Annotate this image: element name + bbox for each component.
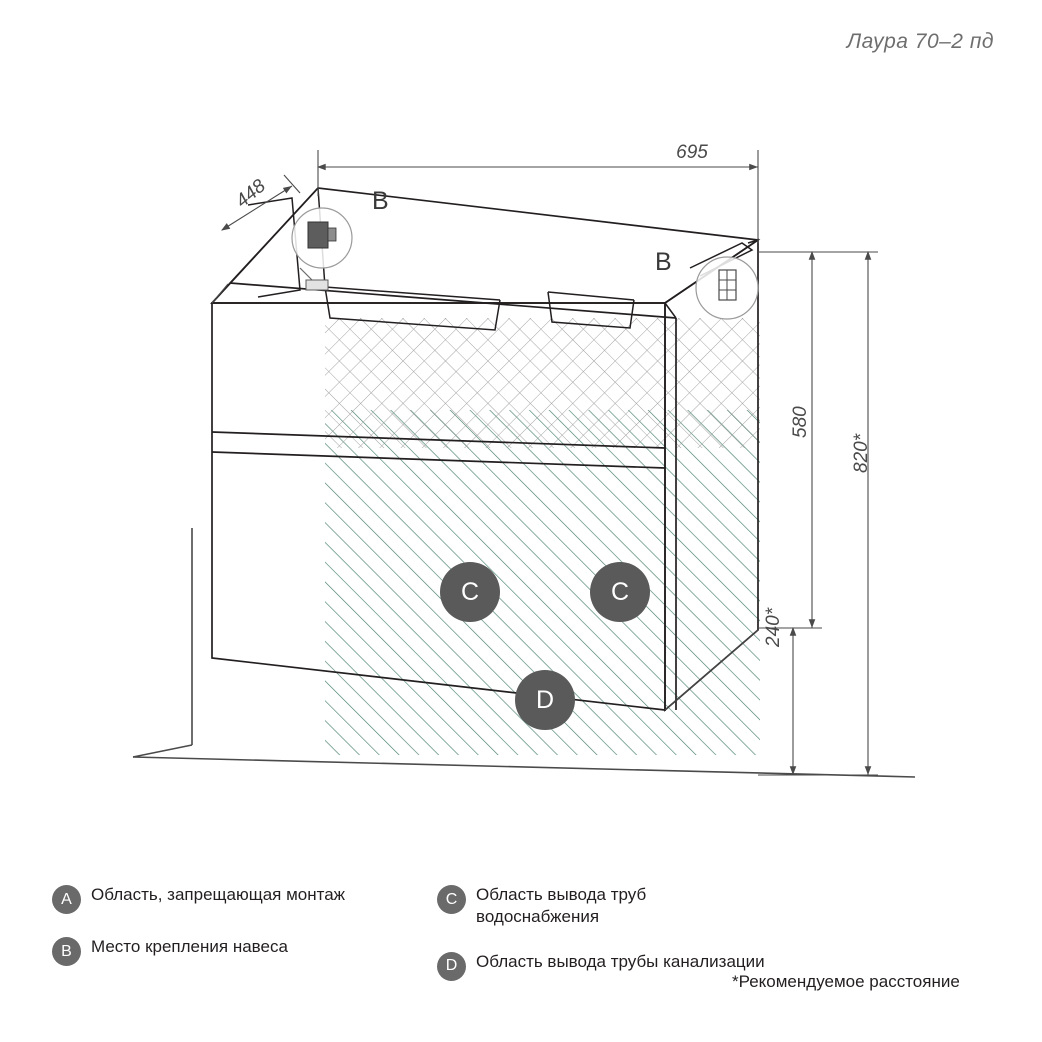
legend-text-d: Область вывода трубы канализации xyxy=(476,951,765,971)
callout-label-hanger-right: B xyxy=(655,248,672,276)
dimension-depth: 448 xyxy=(232,175,270,213)
dimension-floor-clearance: 240* xyxy=(763,607,784,647)
legend-item-b xyxy=(52,936,412,966)
dimension-width: 695 xyxy=(676,142,708,163)
legend-item-a xyxy=(52,884,412,914)
legend-badge-b: B xyxy=(52,937,81,966)
legend-text-b: Место крепления навеса xyxy=(91,937,288,956)
legend-text-c: Область вывода труб водоснабжения xyxy=(476,885,647,927)
legend-badge-c: C xyxy=(437,885,466,914)
legend-badge-d: D xyxy=(437,952,466,981)
callout-hanger-right xyxy=(696,257,758,319)
badge-water-right: C xyxy=(590,562,650,622)
badge-drain: D xyxy=(515,670,575,730)
badge-water-left: C xyxy=(440,562,500,622)
cabinet-body xyxy=(212,188,758,710)
page-title: Лаура 70–2 пд xyxy=(846,30,994,53)
legend-text-a: Область, запрещающая монтаж xyxy=(91,885,346,904)
legend-footnote: *Рекомендуемое расстояние xyxy=(732,972,960,991)
legend-badge-a: A xyxy=(52,885,81,914)
legend-item-c xyxy=(437,884,767,929)
legend-item-d xyxy=(437,951,767,981)
dimension-cabinet-height: 580 xyxy=(790,406,811,438)
dimension-total-height: 820* xyxy=(851,433,872,473)
callout-label-hanger-left: B xyxy=(372,187,389,215)
